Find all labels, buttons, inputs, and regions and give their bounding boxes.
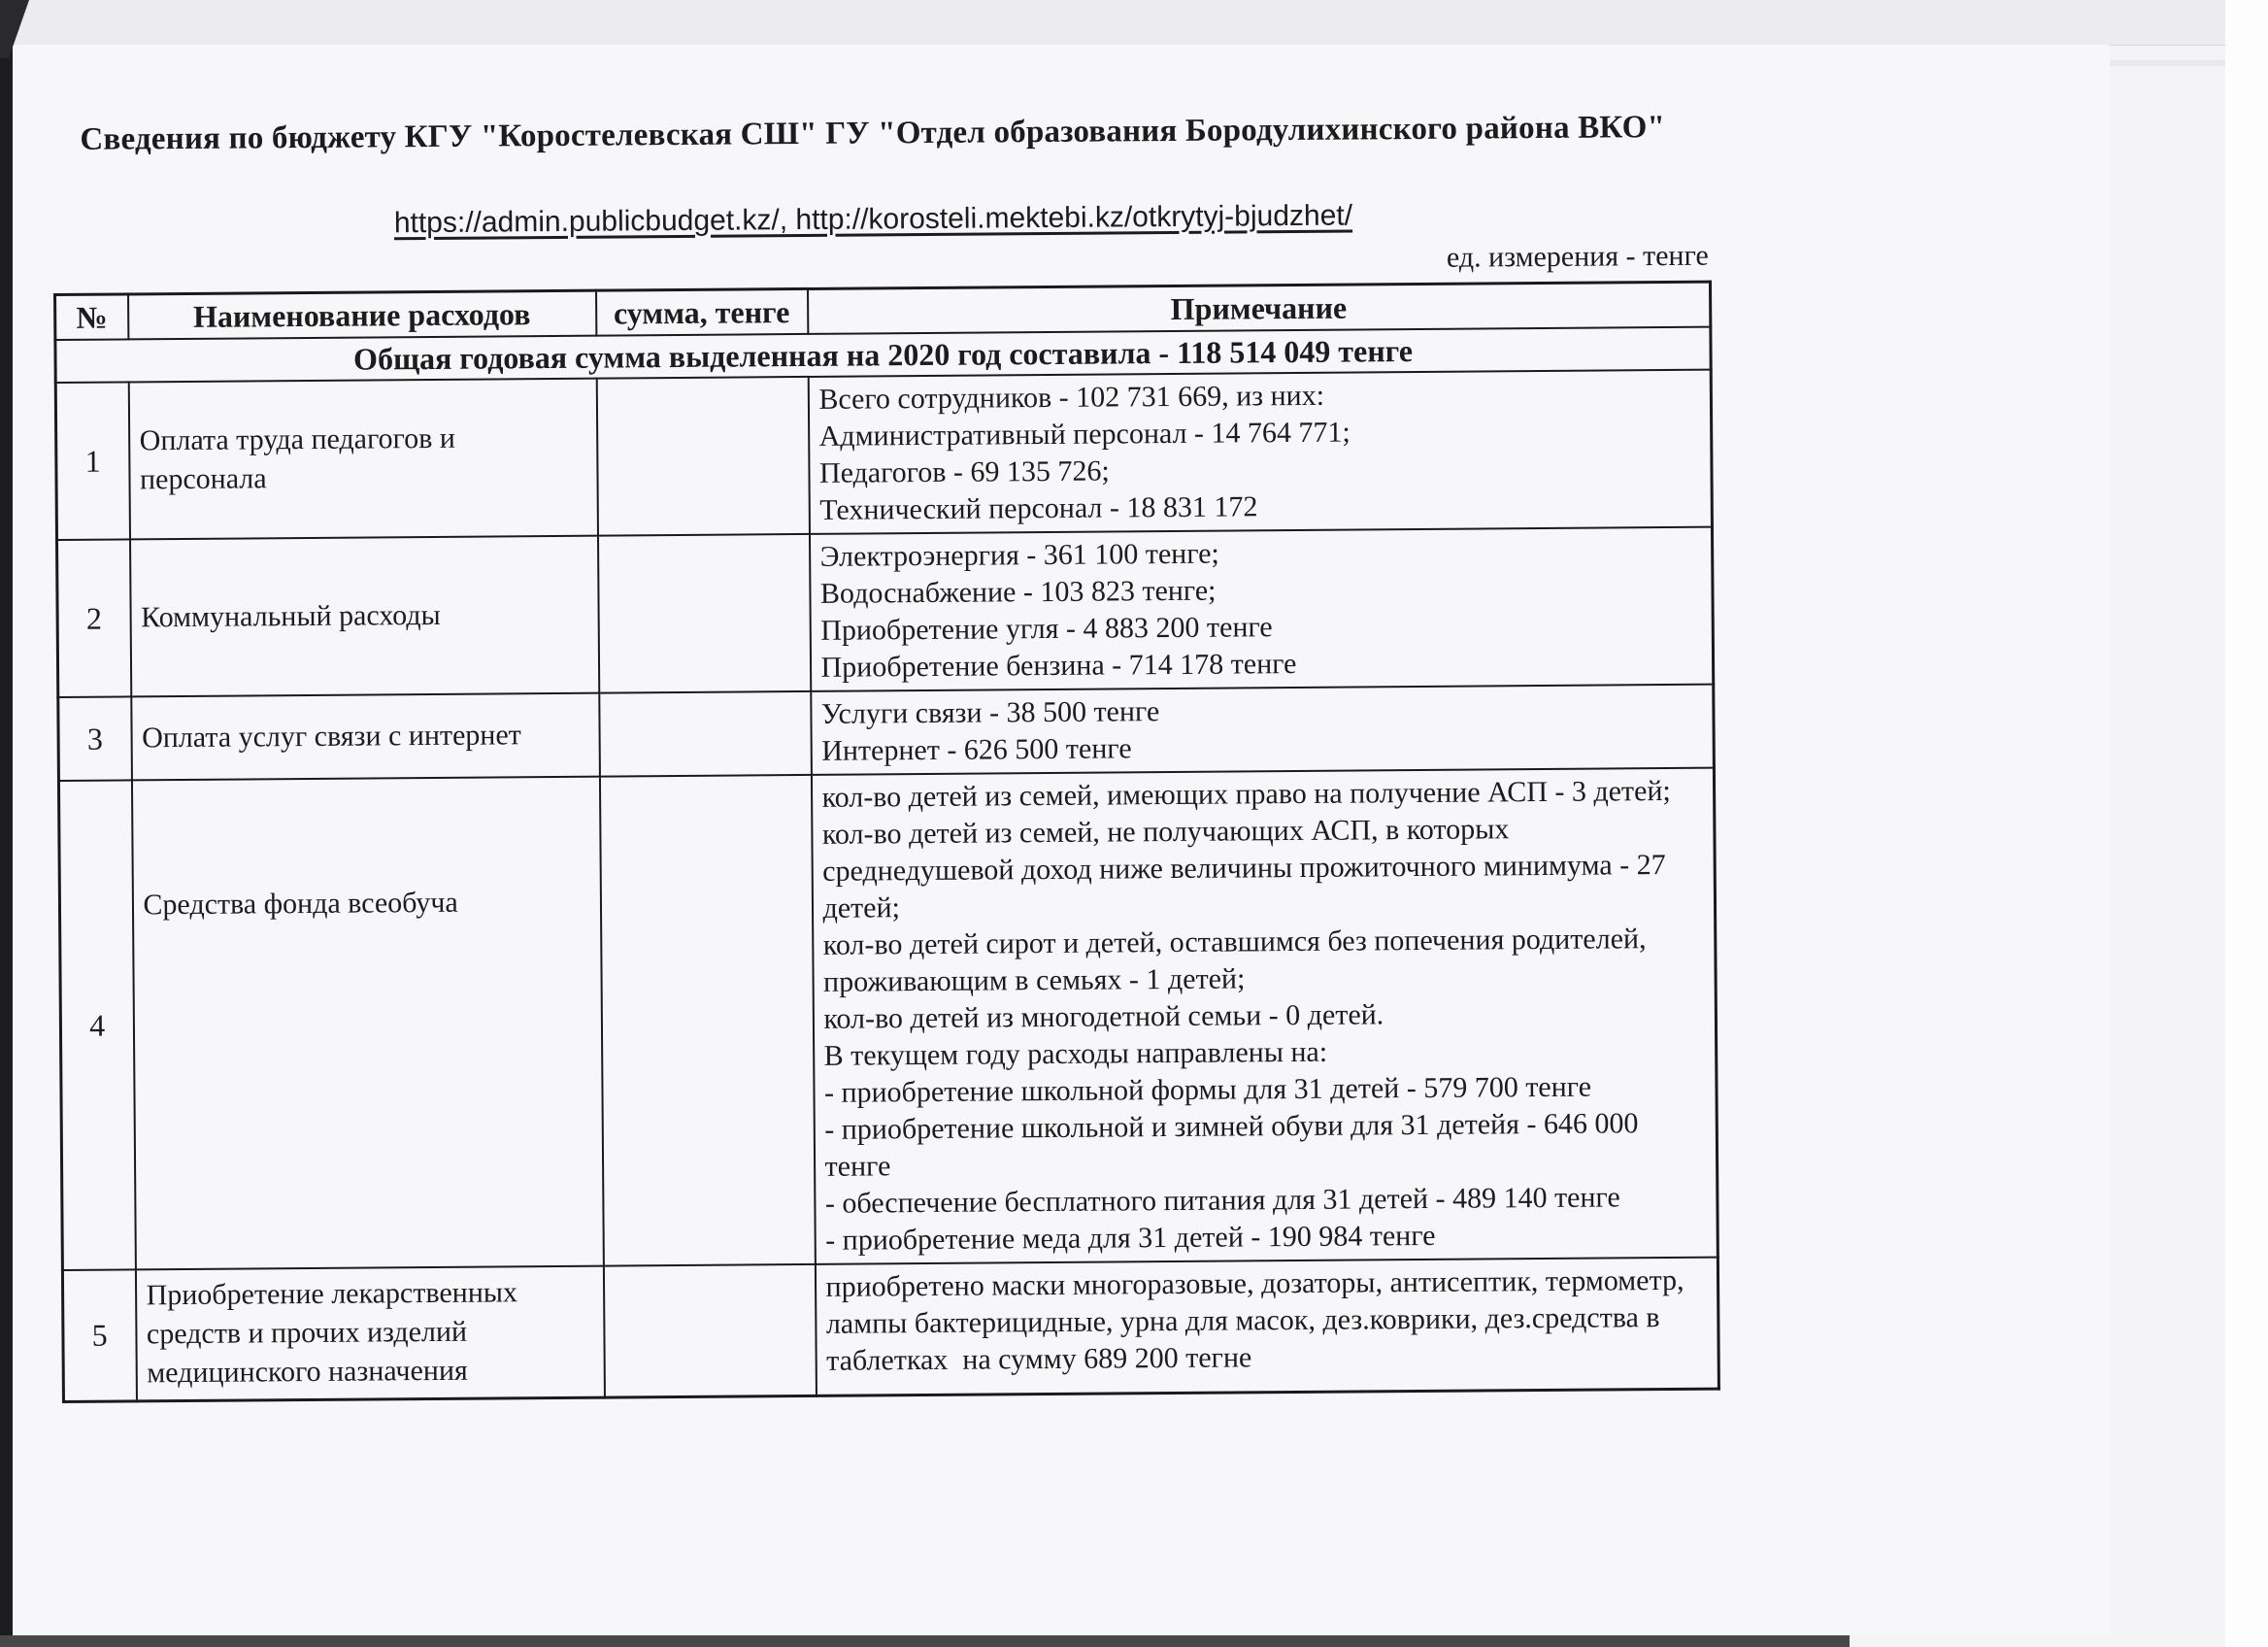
table-row bbox=[58, 768, 1718, 1270]
header-note: Примечание bbox=[808, 282, 1711, 334]
expense-note: Услуги связи - 38 500 тенге Интернет - 626 500 тенге bbox=[811, 685, 1715, 775]
expense-note: кол-во детей из семей, имеющих право на получение АСП - 3 детей; кол-во детей из семей, не получающих АСП, в которых среднедушевой доход ниже величины прожиточного минимума - 27 детей; кол-во детей сирот и детей, оставшимся без попечения родителей, проживающим в семьях - 1 детей; кол-во детей из многодетной семьи - 0 детей. В текущем году расходы направлены на: - приобретение школьной формы для 31 детей - 579 700 тенге - приобретение школьной и зимней обуви для 31 детейя - 646 000 тенге - обеспечение бесплатного питания для 31 детей - 489 140 тенге - приобретение меда для 31 детей - 190 984 тенге bbox=[811, 768, 1718, 1264]
expense-sum bbox=[599, 775, 815, 1266]
document-links: https://admin.publicbudget.kz/, http://korosteli.mektebi.kz/otkrytyj-bjudzhet/ bbox=[393, 199, 1353, 240]
expense-sum bbox=[603, 1264, 816, 1397]
table-row bbox=[58, 685, 1715, 781]
table-row bbox=[62, 1258, 1718, 1401]
row-number: 4 bbox=[58, 780, 135, 1270]
expense-name: Средства фонда всеобуча bbox=[131, 777, 603, 1270]
expense-note: приобретено маски многоразовые, дозаторы, антисептик, термометр, лампы бактерицидные, урна для масок, дез.коврики, дез.средства в таблетках на сумму 689 200 тегне bbox=[815, 1258, 1718, 1395]
total-amount-text: Общая годовая сумма выделенная на 2020 год составила - 118 514 049 тенге bbox=[55, 327, 1711, 383]
header-expense-name: Наименование расходов bbox=[128, 290, 596, 339]
document-title: Сведения по бюджету КГУ "Коростелевская СШ" ГУ "Отдел образования Бородулихинского района ВКО" bbox=[80, 109, 1666, 157]
expense-name: Приобретение лекарственных средств и прочих изделий медицинского назначения bbox=[135, 1266, 604, 1401]
expense-note: Всего сотрудников - 102 731 669, из них: Административный персонал - 14 764 771; Педагогов - 69 135 726; Технический персонал - 18 831 172 bbox=[808, 370, 1712, 534]
units-label: ед. измерения - тенге bbox=[1446, 239, 1709, 274]
expense-sum bbox=[596, 377, 809, 536]
expense-note: Электроэнергия - 361 100 тенге; Водоснабжение - 103 823 тенге; Приобретение угля - 4 883 200 тенге Приобретение бензина - 714 178 тенге bbox=[809, 527, 1713, 691]
header-sum: сумма, тенге bbox=[596, 288, 808, 335]
table-row bbox=[55, 370, 1712, 540]
row-number: 2 bbox=[57, 539, 131, 697]
row-number: 5 bbox=[62, 1269, 136, 1401]
table-row bbox=[57, 527, 1714, 697]
row-number: 3 bbox=[58, 696, 132, 781]
expense-name: Оплата услуг связи с интернет bbox=[131, 693, 600, 781]
header-number: № bbox=[55, 294, 128, 340]
expense-sum bbox=[597, 534, 810, 693]
row-number: 1 bbox=[55, 382, 129, 540]
expense-name: Коммунальный расходы bbox=[130, 536, 599, 697]
expense-sum bbox=[599, 691, 812, 777]
expense-name: Оплата труда педагогов и персонала bbox=[128, 379, 597, 540]
budget-table bbox=[53, 281, 1720, 1403]
